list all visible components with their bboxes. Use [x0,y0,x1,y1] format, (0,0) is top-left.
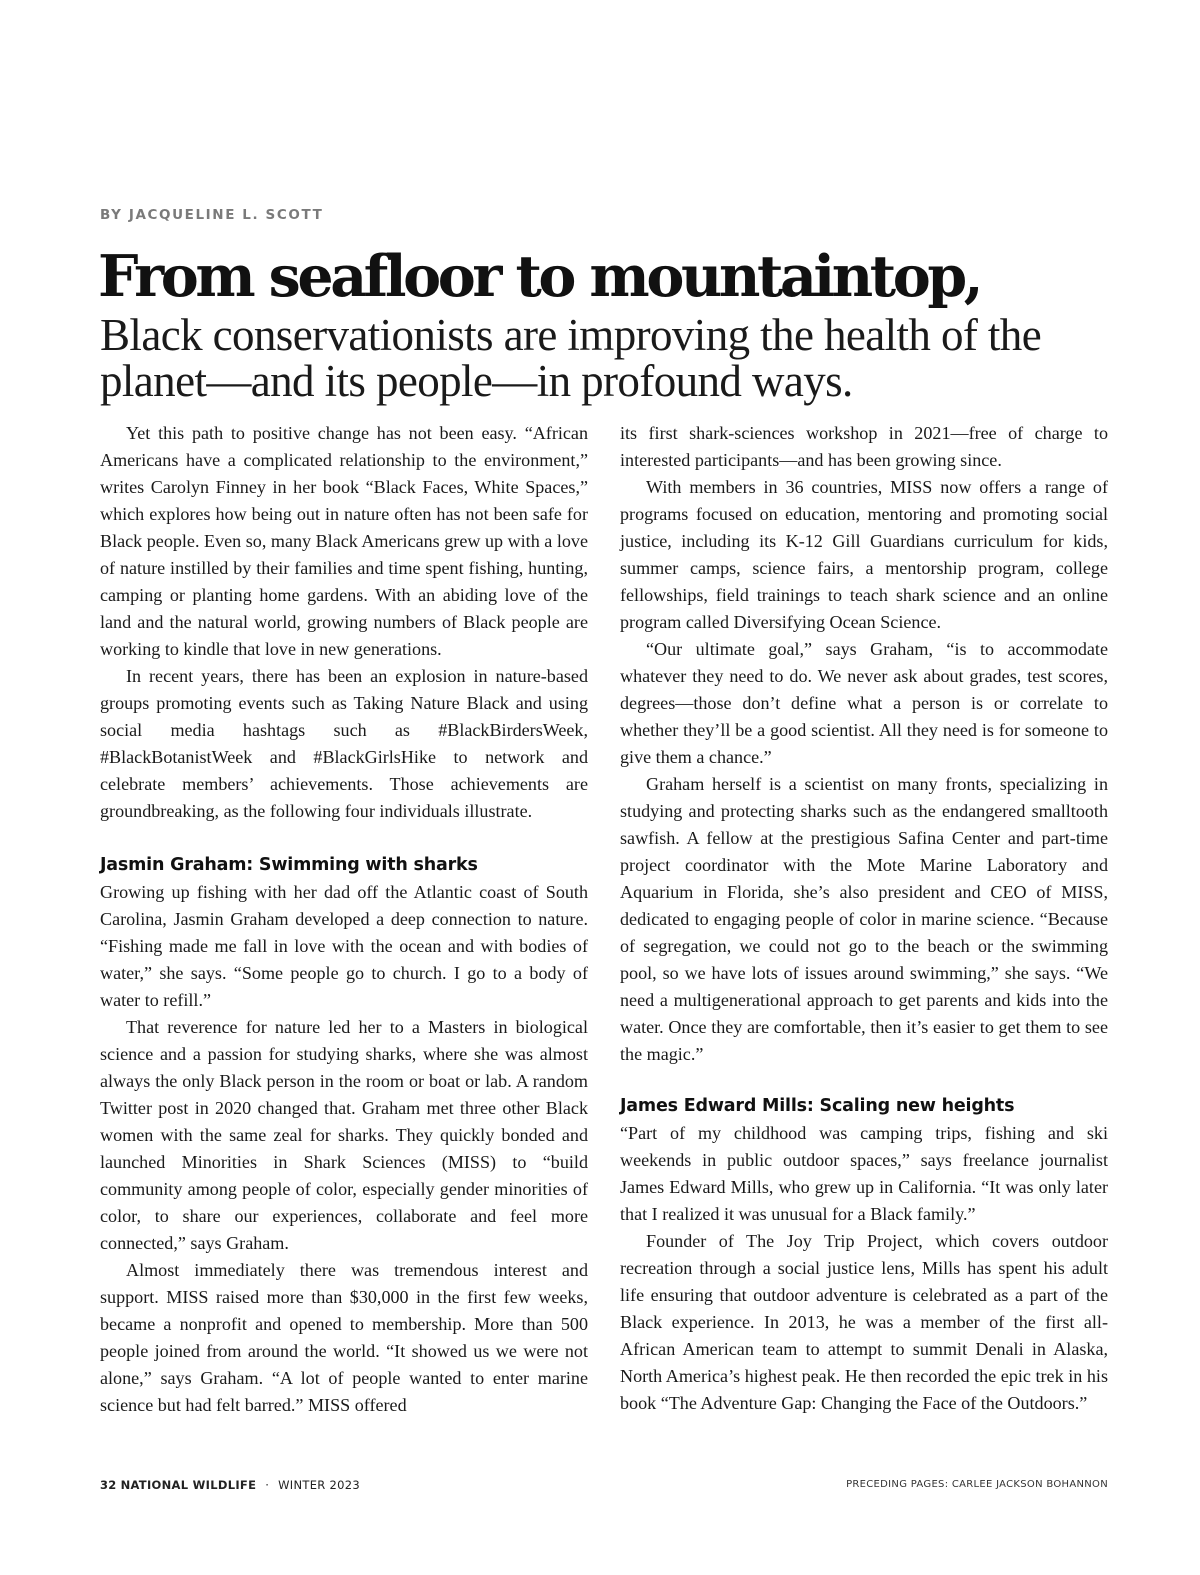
paragraph: “Part of my childhood was camping trips, fishing and ski weekends in public outdoor spaces,” says freelance journalist James Edward Mills, who grew up in California. “It was only later that I realized it was unusual for a Black family.” [620,1123,1108,1224]
right-column [620,420,1108,1417]
footer-separator: · [265,1478,270,1492]
deck: Black conservationists are improving the health of the planet—and its people—in profound ways. [100,310,1042,406]
paragraph: Yet this path to positive change has not been easy. “African Americans have a complicated relationship to the environment,” writes Carolyn Finney in her book “Black Faces, White Spaces,” which explores how being out in nature often has not been safe for Black people. Even so, many Black Americans grew up with a love of nature instilled by their families and time spent fishing, hunting, camping or planting home gardens. With an abiding love of the land and the natural world, growing numbers of Black people are working to kindle that love in new generations. [100,423,588,659]
left-column [100,420,588,1419]
headline: From seafloor to mountaintop, [98,243,981,310]
paragraph: Founder of The Joy Trip Project, which covers outdoor recreation through a social justice lens, Mills has spent his adult life ensuring that outdoor adventure is celebrated as a part of the Black experience. In 2013, he was a member of the first all-African American team to attempt to summit Denali in Alaska, North America’s highest peak. He then recorded the epic trek in his book “The Adventure Gap: Changing the Face of the Outdoors.” [620,1231,1108,1413]
page-footer [100,1478,360,1492]
paragraph: Graham herself is a scientist on many fronts, specializing in studying and protecting sharks such as the endangered smalltooth sawfish. A fellow at the prestigious Safina Center and part-time project coordinator with the Mote Marine Laboratory and Aquarium in Florida, she’s also president and CEO of MISS, dedicated to engaging people of color in marine science. “Because of segregation, we could not go to the beach or the swimming pool, so we have lots of issues around swimming,” she says. “We need a multigenerational approach to get parents and kids into the water. Once they are comfortable, then it’s easier to get them to see the magic.” [620,774,1108,1064]
paragraph: That reverence for nature led her to a Masters in biological science and a passion for studying sharks, where she was almost always the only Black person in the room or boat or lab. A random Twitter post in 2020 changed that. Graham met three other Black women with the same zeal for sharks. They quickly bonded and launched Minorities in Shark Sciences (MISS) to “build community among people of color, especially gender minorities of color, to share our experiences, collaborate and feel more connected,” says Graham. [100,1017,588,1253]
issue-date: WINTER 2023 [278,1478,361,1492]
paragraph: Almost immediately there was tremendous interest and support. MISS raised more than $30,000 in the first few weeks, became a nonprofit and opened to membership. More than 500 people joined from around the world. “It showed us we were not alone,” says Graham. “A lot of people wanted to enter marine science but had felt barred.” MISS offered [100,1260,588,1415]
magazine-name: NATIONAL WILDLIFE [120,1478,257,1492]
photo-credit: PRECEDING PAGES: CARLEE JACKSON BOHANNON [846,1479,1108,1490]
paragraph: Growing up fishing with her dad off the Atlantic coast of South Carolina, Jasmin Graham developed a deep connection to nature. “Fishing made me fall in love with the ocean and with bodies of water,” she says. “Some people go to church. I go to a body of water to refill.” [100,882,588,1010]
byline: BY JACQUELINE L. SCOTT [100,207,324,223]
section-heading-james-edward-mills: James Edward Mills: Scaling new heights [620,1096,1015,1116]
paragraph: In recent years, there has been an explosion in nature-based groups promoting events such as Taking Nature Black and using social media hashtags such as #BlackBirdersWeek, #BlackBotanistWeek and #BlackGirlsHike to network and celebrate members’ achievements. Those achievements are groundbreaking, as the following four individuals illustrate. [100,666,588,821]
paragraph: With members in 36 countries, MISS now offers a range of programs focused on education, mentoring and promoting social justice, including its K-12 Gill Guardians curriculum for kids, summer camps, science fairs, a mentorship program, college fellowships, field trainings to teach shark science and an online program called Diversifying Ocean Science. [620,477,1108,632]
page-number: 32 [100,1478,117,1492]
paragraph: its first shark-sciences workshop in 2021—free of charge to interested participants—and has been growing since. [620,423,1108,470]
paragraph: “Our ultimate goal,” says Graham, “is to accommodate whatever they need to do. We never ask about grades, test scores, degrees—those don’t define what a person is or correlate to whether they’ll be a good scientist. All they need is for someone to give them a chance.” [620,639,1108,767]
section-heading-jasmin-graham: Jasmin Graham: Swimming with sharks [100,855,478,875]
